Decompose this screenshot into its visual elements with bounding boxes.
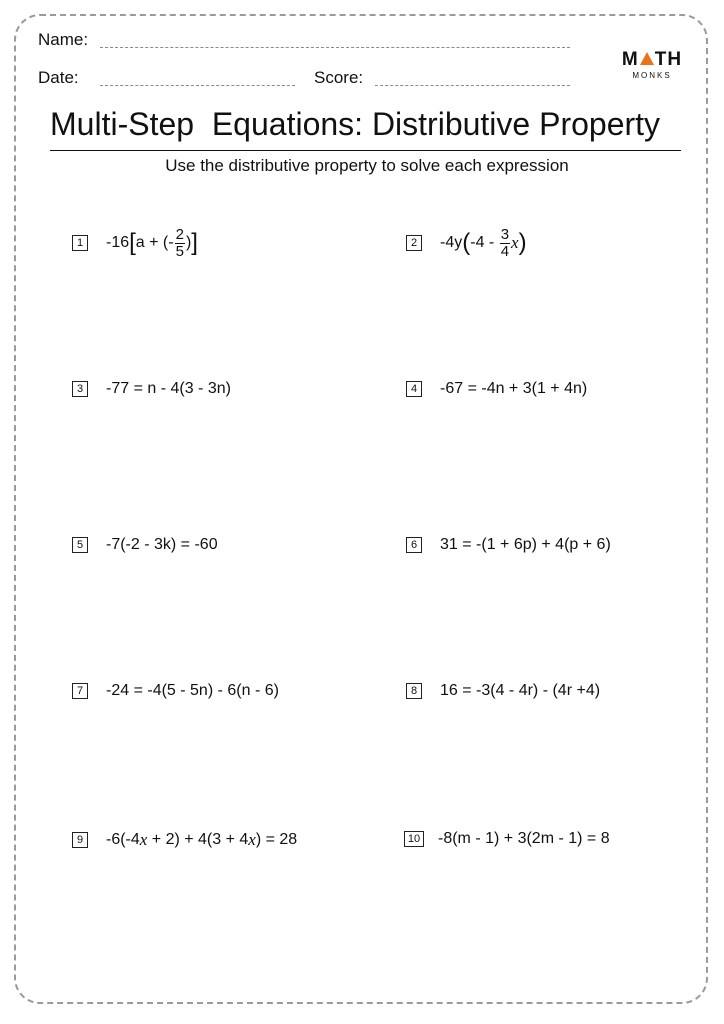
expression-part: -4y [440,234,463,251]
problem-expression: -24 = -4(5 - 5n) - 6(n - 6) [106,682,279,699]
fraction-denominator: 5 [175,242,184,260]
bracket-open: [ [129,229,136,256]
date-field[interactable] [100,85,295,86]
problem-number: 6 [406,537,422,553]
expression-part: ) = 28 [255,831,298,848]
problem-9 [72,830,297,850]
title-divider [50,150,681,151]
bracket-close: ] [191,229,198,256]
expression-part: + 2) + 4(3 + 4 [147,831,249,848]
problem-7 [72,682,279,700]
fraction-numerator: 3 [500,225,510,243]
name-field[interactable] [100,47,570,48]
problem-6 [406,536,611,554]
problem-number: 10 [404,831,424,847]
page-title: Multi-Step Equations: Distributive Property [50,106,661,142]
score-field[interactable] [375,85,570,86]
instructions: Use the distributive property to solve each expression [165,156,569,175]
paren-close: ) [518,229,527,256]
problem-5 [72,536,218,554]
problem-3 [72,380,231,398]
problem-expression: -67 = -4n + 3(1 + 4n) [440,380,588,397]
problem-number: 9 [72,832,88,848]
problem-8 [406,682,600,700]
expression-part: -16 [106,234,130,251]
date-label: Date: [38,68,79,87]
problem-2 [406,225,527,260]
expression-part: ) [185,234,192,251]
name-label: Name: [38,30,89,49]
variable: x [511,233,519,252]
fraction-numerator: 2 [175,225,184,243]
variable: x [248,830,256,849]
problem-number: 8 [406,683,422,699]
variable: x [139,830,148,849]
expression-part: -4 - [470,234,499,251]
paren-open: ( [462,229,471,256]
expression-part: -6(-4 [106,831,140,848]
triangle-icon [640,52,654,65]
problem-number: 7 [72,683,88,699]
problem-10 [404,830,610,848]
problem-4 [406,380,587,398]
problem-1 [72,225,198,260]
problem-expression: -77 = n - 4(3 - 3n) [106,380,231,397]
problem-number: 4 [406,381,422,397]
problem-number: 2 [406,235,422,251]
problem-expression: 16 = -3(4 - 4r) - (4r +4) [440,682,601,699]
problem-number: 3 [72,381,88,397]
fraction-denominator: 4 [500,242,510,260]
problem-expression: -8(m - 1) + 3(2m - 1) = 8 [438,830,610,847]
math-monks-logo: M TH MONKS [621,49,683,80]
score-label: Score: [314,68,364,87]
fraction [500,227,510,260]
problem-number: 5 [72,537,88,553]
problem-expression: -7(-2 - 3k) = -60 [106,536,218,553]
problem-expression: 31 = -(1 + 6p) + 4(p + 6) [440,536,611,553]
fraction [175,227,185,260]
expression-part: a + (- [135,234,174,251]
problem-number: 1 [72,235,88,251]
